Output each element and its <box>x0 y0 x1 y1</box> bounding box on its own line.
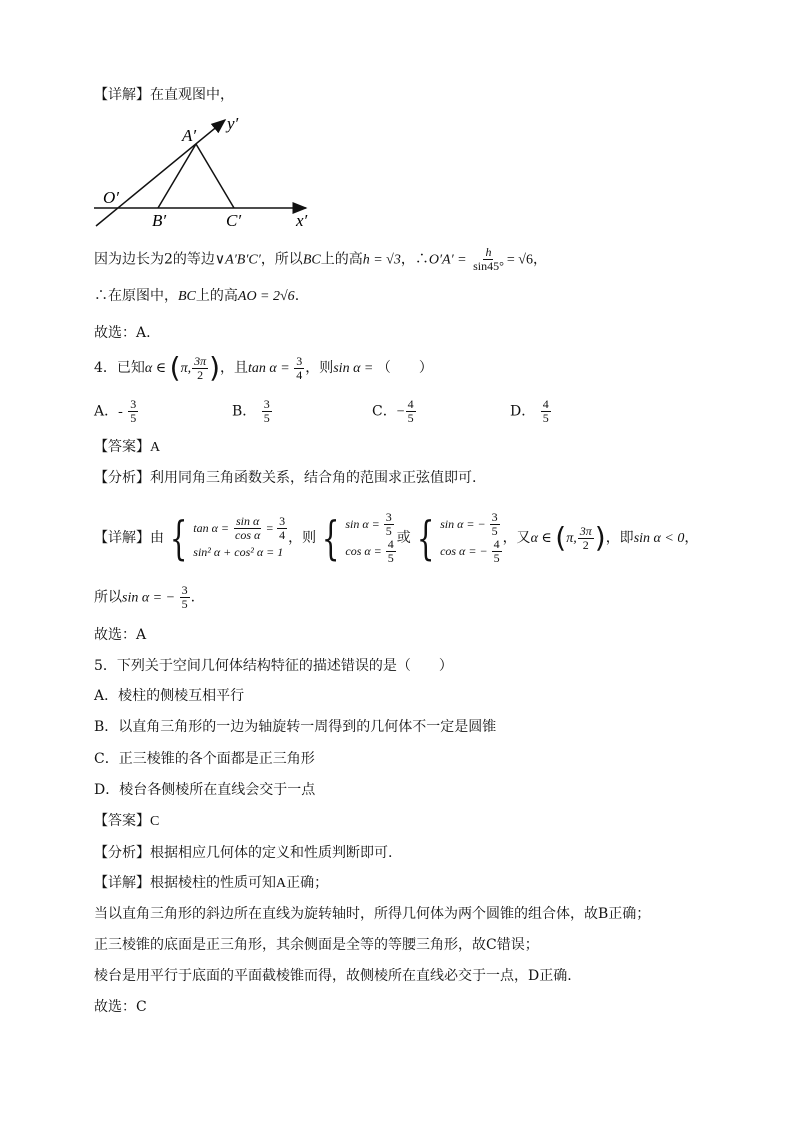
q5-analysis: 【分析】根据相应几何体的定义和性质判断即可. <box>94 845 393 861</box>
system-1: tan α = $\frac{\text{sin α}}{\text{cos α}}$ = $\frac{3}{4}$ sin² α + cos² α = 1 <box>193 513 286 559</box>
q5-detail-1: 【详解】根据棱柱的性质可知A正确； <box>94 875 329 891</box>
q5-option-b[interactable]: B．以直角三角形的一边为轴旋转一周得到的几何体不一定是圆锥 <box>94 719 497 735</box>
s3-line1: 因为边长为2的等边∨A′B′C′，所以BC上的高h = √3，∴O′A′ = $\frac{h}{\sin 45^\circ}$ = √6， <box>94 245 547 273</box>
intuitive-figure <box>90 112 320 234</box>
s3-line2: ∴在原图中，BC上的高AO = 2√6. <box>94 288 300 304</box>
s3-intro: 在直观图中， <box>150 87 234 103</box>
s3-choice: 故选：A. <box>94 325 151 341</box>
label-A: A′ <box>182 126 197 145</box>
q5-option-d[interactable]: D．棱台各侧棱所在直线会交于一点 <box>94 782 316 798</box>
label-y: y′ <box>227 114 239 133</box>
label-C: C′ <box>226 211 242 230</box>
q5-choice: 故选：C <box>94 999 147 1015</box>
q4-option-a[interactable]: A．- $\frac{3}{5}$ <box>94 397 137 425</box>
detail-tag: 【详解】 <box>94 87 150 103</box>
q4-so: 所以sin α = − $\frac{3}{5}$ . <box>94 583 196 611</box>
q5-answer: 【答案】C <box>94 813 160 829</box>
q4-option-d[interactable]: D． $\frac{4}{5}$ <box>510 397 549 425</box>
system-2: sin α = $\frac{3}{5}$ cos α = $\frac{4}{5}$ <box>345 510 394 565</box>
system-3: sin α = − $\frac{3}{5}$ cos α = − $\frac{4}{5}$ <box>440 510 500 565</box>
oa-fraction: $\frac{h}{\sin 45^\circ}$ <box>473 245 504 273</box>
q4-detail: 【详解】由 { tan α = $\frac{\text{sin α}}{\text{cos α}}$ = $\frac{3}{4}$ sin² α + cos² α = 1 ，则 { sin α = $\frac{3}{5}$ cos α = $\frac{4}{5}$ 或 { sin α = − $\frac{3}{5}$ cos α = − $\frac{4}{5}$ ，又α ∈ (π, $\frac{3\pi}{2}$ )，即sin α < 0， <box>94 510 699 565</box>
q5-stem: 5．下列关于空间几何体结构特征的描述错误的是（ ） <box>94 658 453 674</box>
q5-option-a[interactable]: A．棱柱的侧棱互相平行 <box>94 688 245 704</box>
q5-detail-2: 当以直角三角形的斜边所在直线为旋转轴时，所得几何体为两个圆锥的组合体，故B正确； <box>94 906 651 922</box>
label-x: x′ <box>296 211 308 230</box>
side-ab <box>158 144 196 208</box>
side-ac <box>196 144 234 208</box>
s3-detail-line <box>94 86 234 104</box>
q4-analysis: 【分析】利用同角三角函数关系，结合角的范围求正弦值即可. <box>94 470 477 486</box>
label-O: O′ <box>103 188 119 207</box>
q4-answer: 【答案】A <box>94 439 161 455</box>
q5-detail-4: 棱台是用平行于底面的平面截棱锥而得，故侧棱所在直线必交于一点，D正确. <box>94 968 572 984</box>
q4-choice: 故选：A <box>94 627 147 643</box>
label-B: B′ <box>152 211 167 230</box>
q4-stem: 4．已知α ∈ (π, $\frac{3\pi}{2}$ )，且tan α = $\frac{3}{4}$ ，则sin α = （ ） <box>94 351 433 384</box>
q4-option-b[interactable]: B． $\frac{3}{5}$ <box>232 397 270 425</box>
q4-option-c[interactable]: C．− $\frac{4}{5}$ <box>372 397 414 425</box>
q5-detail-3: 正三棱锥的底面是正三角形，其余侧面是全等的等腰三角形，故C错误； <box>94 937 539 953</box>
q5-option-c[interactable]: C．正三棱锥的各个面都是正三角形 <box>94 751 315 767</box>
